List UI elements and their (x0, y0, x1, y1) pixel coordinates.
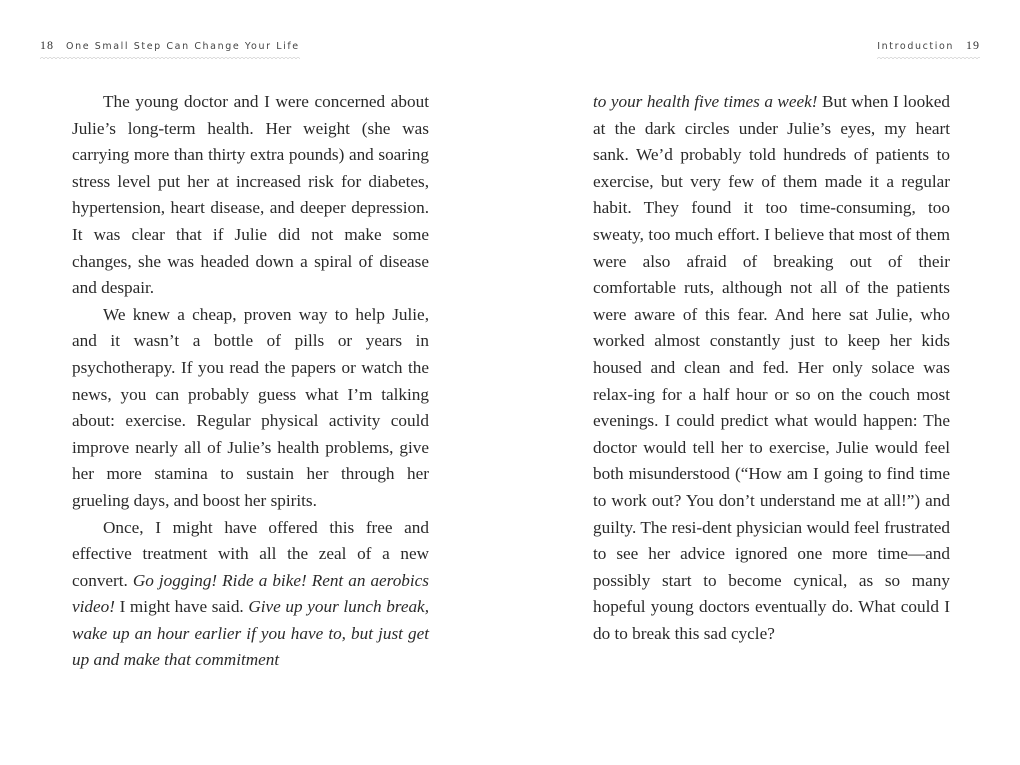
italic-text: to your health five times a week! (593, 92, 818, 111)
italic-text: Give up your lunch break, wake up an hour earlier if you have to, but just get up and make that commitment (72, 597, 429, 670)
italic-text: Go jogging! Ride a bike! Rent an aerobics video! (72, 570, 429, 617)
paragraph (593, 89, 950, 647)
left-running-head (40, 38, 300, 59)
paragraph (72, 515, 429, 675)
paragraph: We knew a cheap, proven way to help Julie, and it wasn’t a bottle of pills or years in psychotherapy. If you read the papers or watch the news, you can probably guess what I’m talking about: exercise. Regular physical activity could improve nearly all of Julie’s health problems, give her more stamina to sustain her through her grueling days, and boost her spirits. (72, 304, 429, 510)
left-body-text (72, 89, 429, 674)
page-number-left: 18 (40, 38, 54, 52)
text-run: I might have said. (114, 597, 249, 617)
right-running-head (877, 38, 980, 59)
text-run: But when I looked at the dark circles under Julie’s eyes, my heart sank. We’d probably told hundreds of patients to exercise, but very few of them made it a regular habit. They found it too time-consuming, too sweaty, too much effort. I believe that most of them were also afraid of breaking out of their comfortable ruts, although not all of the patients were aware of this fear. And here sat Julie, who worked almost constantly just to keep her kids housed and clean and fed. Her only solace was relax-ing for a half hour or so on the couch most evenings. I could predict what would happen: The doctor would tell her to exercise, Julie would feel both misunderstood (“How am I going to find time to work out? You don’t understand me at all!”) and guilty. The resi-dent physician would feel frustrated to see her advice ignored one more time—and possibly start to become cynical, as so many hopeful young doctors eventually do. What could I do to break this sad cycle? (593, 92, 950, 643)
book-title-header: One Small Step Can Change Your Life (66, 41, 300, 52)
chapter-title-header: Introduction (877, 41, 954, 52)
paragraph: The young doctor and I were concerned about Julie’s long-term health. Her weight (she was carrying more than thirty extra pounds) and soaring stress level put her at increased risk for diabetes, hypertension, heart disease, and deeper depression. It was clear that if Julie did not make some changes, she was headed down a spiral of disease and despair. (72, 92, 429, 298)
page-number-right: 19 (966, 38, 980, 52)
right-body-text (593, 89, 950, 647)
text-run: Once, I might have offered this free and effective treatment with all the zeal of a new convert. (72, 517, 429, 590)
